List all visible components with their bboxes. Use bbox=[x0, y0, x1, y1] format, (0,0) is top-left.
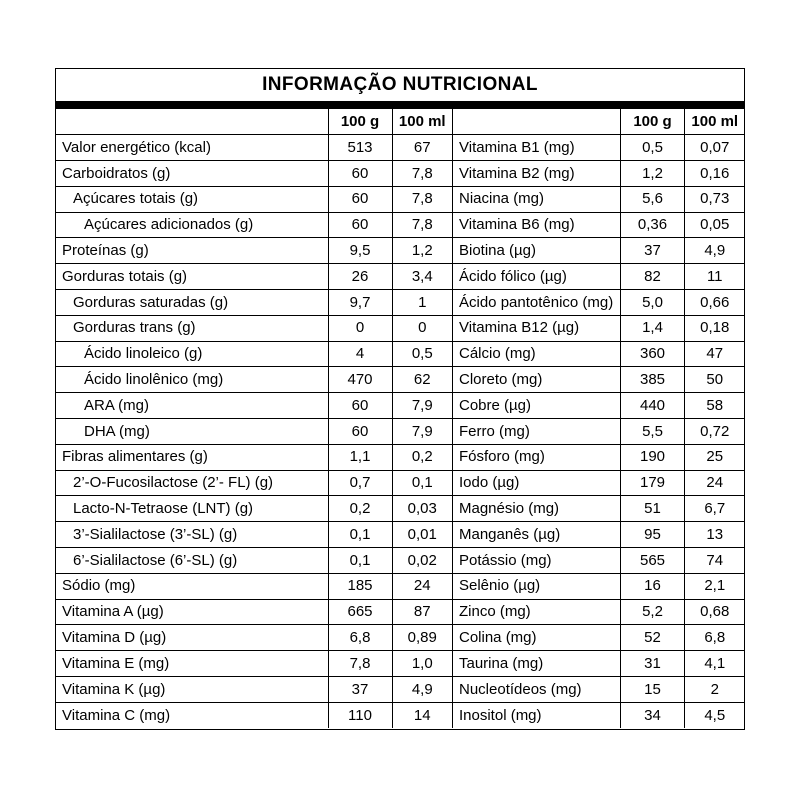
nutrient-label: 6’-Sialilactose (6’-SL) (g) bbox=[56, 548, 328, 574]
value-100ml: 25 bbox=[685, 444, 745, 470]
tables-container bbox=[56, 109, 744, 728]
value-100ml: 0,05 bbox=[685, 212, 745, 238]
nutrient-label: Proteínas (g) bbox=[56, 238, 328, 264]
value-100ml: 87 bbox=[392, 599, 452, 625]
nutrient-label: Açúcares adicionados (g) bbox=[56, 212, 328, 238]
table-row bbox=[56, 290, 452, 316]
nutrient-label: Vitamina K (µg) bbox=[56, 677, 328, 703]
value-100ml: 0,72 bbox=[685, 419, 745, 445]
column-header-100g: 100 g bbox=[621, 109, 685, 135]
table-row bbox=[453, 367, 745, 393]
value-100g: 0,7 bbox=[328, 470, 392, 496]
nutrient-label: Magnésio (mg) bbox=[453, 496, 621, 522]
nutrient-label: Vitamina E (mg) bbox=[56, 651, 328, 677]
value-100ml: 0,66 bbox=[685, 290, 745, 316]
table-row bbox=[453, 393, 745, 419]
value-100ml: 14 bbox=[392, 702, 452, 728]
nutrient-label: Vitamina A (µg) bbox=[56, 599, 328, 625]
value-100g: 5,0 bbox=[621, 290, 685, 316]
table-row bbox=[453, 290, 745, 316]
table-row bbox=[453, 677, 745, 703]
value-100ml: 0,02 bbox=[392, 548, 452, 574]
nutrient-label: Ácido linolênico (mg) bbox=[56, 367, 328, 393]
nutrient-label: 2’-O-Fucosilactose (2’- FL) (g) bbox=[56, 470, 328, 496]
table-row bbox=[56, 702, 452, 728]
value-100ml: 0,07 bbox=[685, 135, 745, 161]
value-100g: 1,4 bbox=[621, 315, 685, 341]
value-100ml: 11 bbox=[685, 264, 745, 290]
value-100ml: 24 bbox=[392, 573, 452, 599]
value-100ml: 1 bbox=[392, 290, 452, 316]
value-100g: 470 bbox=[328, 367, 392, 393]
table-row bbox=[56, 522, 452, 548]
column-header-100ml: 100 ml bbox=[685, 109, 745, 135]
value-100g: 0,5 bbox=[621, 135, 685, 161]
table-row bbox=[56, 186, 452, 212]
value-100ml: 7,8 bbox=[392, 212, 452, 238]
value-100g: 440 bbox=[621, 393, 685, 419]
table-row bbox=[56, 135, 452, 161]
nutrition-facts-panel bbox=[55, 68, 745, 730]
value-100g: 0,2 bbox=[328, 496, 392, 522]
table-row bbox=[56, 264, 452, 290]
value-100g: 26 bbox=[328, 264, 392, 290]
header-row bbox=[453, 109, 745, 135]
table-row bbox=[453, 573, 745, 599]
nutrient-label: Sódio (mg) bbox=[56, 573, 328, 599]
value-100g: 37 bbox=[328, 677, 392, 703]
value-100ml: 0,5 bbox=[392, 341, 452, 367]
table-row bbox=[453, 264, 745, 290]
table-row bbox=[56, 548, 452, 574]
value-100ml: 6,7 bbox=[685, 496, 745, 522]
value-100ml: 0,01 bbox=[392, 522, 452, 548]
nutrient-label: Inositol (mg) bbox=[453, 702, 621, 728]
nutrient-label: Cobre (µg) bbox=[453, 393, 621, 419]
value-100ml: 0,89 bbox=[392, 625, 452, 651]
nutrient-label: Vitamina B1 (mg) bbox=[453, 135, 621, 161]
page-title: INFORMAÇÃO NUTRICIONAL bbox=[262, 74, 538, 95]
nutrient-label: Gorduras saturadas (g) bbox=[56, 290, 328, 316]
nutrient-label: Valor energético (kcal) bbox=[56, 135, 328, 161]
value-100ml: 0 bbox=[392, 315, 452, 341]
table-row bbox=[56, 470, 452, 496]
value-100g: 0,1 bbox=[328, 522, 392, 548]
table-row bbox=[56, 341, 452, 367]
table-row bbox=[453, 548, 745, 574]
table-row bbox=[56, 212, 452, 238]
value-100g: 60 bbox=[328, 161, 392, 187]
value-100ml: 0,1 bbox=[392, 470, 452, 496]
value-100g: 60 bbox=[328, 212, 392, 238]
value-100ml: 4,9 bbox=[685, 238, 745, 264]
value-100g: 5,6 bbox=[621, 186, 685, 212]
value-100ml: 6,8 bbox=[685, 625, 745, 651]
column-header-100ml: 100 ml bbox=[392, 109, 452, 135]
value-100ml: 4,5 bbox=[685, 702, 745, 728]
table-row bbox=[56, 238, 452, 264]
header-empty-cell bbox=[453, 109, 621, 135]
value-100ml: 74 bbox=[685, 548, 745, 574]
nutrition-table-right bbox=[452, 109, 745, 728]
table-row bbox=[453, 238, 745, 264]
value-100g: 5,5 bbox=[621, 419, 685, 445]
nutrient-label: Vitamina B6 (mg) bbox=[453, 212, 621, 238]
value-100g: 110 bbox=[328, 702, 392, 728]
nutrient-label: Manganês (µg) bbox=[453, 522, 621, 548]
table-row bbox=[56, 677, 452, 703]
value-100ml: 67 bbox=[392, 135, 452, 161]
value-100g: 95 bbox=[621, 522, 685, 548]
value-100g: 51 bbox=[621, 496, 685, 522]
table-row bbox=[453, 496, 745, 522]
value-100g: 52 bbox=[621, 625, 685, 651]
nutrient-label: Ácido pantotênico (mg) bbox=[453, 290, 621, 316]
value-100ml: 13 bbox=[685, 522, 745, 548]
column-header-100g: 100 g bbox=[328, 109, 392, 135]
nutrient-label: Potássio (mg) bbox=[453, 548, 621, 574]
value-100g: 37 bbox=[621, 238, 685, 264]
value-100ml: 0,2 bbox=[392, 444, 452, 470]
table-row bbox=[453, 444, 745, 470]
table-row bbox=[56, 496, 452, 522]
value-100ml: 7,9 bbox=[392, 393, 452, 419]
table-row bbox=[453, 702, 745, 728]
value-100g: 665 bbox=[328, 599, 392, 625]
value-100ml: 1,0 bbox=[392, 651, 452, 677]
table-row bbox=[453, 135, 745, 161]
nutrient-label: Carboidratos (g) bbox=[56, 161, 328, 187]
value-100g: 31 bbox=[621, 651, 685, 677]
value-100g: 565 bbox=[621, 548, 685, 574]
value-100g: 513 bbox=[328, 135, 392, 161]
nutrient-label: ARA (mg) bbox=[56, 393, 328, 419]
nutrient-label: Gorduras trans (g) bbox=[56, 315, 328, 341]
value-100ml: 0,03 bbox=[392, 496, 452, 522]
table-row bbox=[56, 444, 452, 470]
nutrient-label: Biotina (µg) bbox=[453, 238, 621, 264]
value-100g: 9,5 bbox=[328, 238, 392, 264]
value-100g: 185 bbox=[328, 573, 392, 599]
nutrient-label: Lacto-N-Tetraose (LNT) (g) bbox=[56, 496, 328, 522]
nutrient-label: Açúcares totais (g) bbox=[56, 186, 328, 212]
nutrient-label: Vitamina B2 (mg) bbox=[453, 161, 621, 187]
table-row bbox=[453, 470, 745, 496]
value-100g: 0,1 bbox=[328, 548, 392, 574]
table-row bbox=[56, 393, 452, 419]
header-row bbox=[56, 109, 452, 135]
value-100ml: 47 bbox=[685, 341, 745, 367]
value-100ml: 7,8 bbox=[392, 186, 452, 212]
nutrient-label: Vitamina D (µg) bbox=[56, 625, 328, 651]
value-100ml: 4,9 bbox=[392, 677, 452, 703]
value-100ml: 0,73 bbox=[685, 186, 745, 212]
value-100ml: 0,18 bbox=[685, 315, 745, 341]
value-100g: 34 bbox=[621, 702, 685, 728]
value-100ml: 7,9 bbox=[392, 419, 452, 445]
nutrient-label: Zinco (mg) bbox=[453, 599, 621, 625]
value-100g: 0 bbox=[328, 315, 392, 341]
nutrient-label: Ferro (mg) bbox=[453, 419, 621, 445]
table-row bbox=[453, 599, 745, 625]
header-empty-cell bbox=[56, 109, 328, 135]
value-100g: 0,36 bbox=[621, 212, 685, 238]
value-100ml: 2 bbox=[685, 677, 745, 703]
value-100ml: 1,2 bbox=[392, 238, 452, 264]
table-row bbox=[453, 341, 745, 367]
table-row bbox=[453, 315, 745, 341]
value-100ml: 58 bbox=[685, 393, 745, 419]
divider-bar bbox=[56, 101, 744, 109]
nutrient-label: Iodo (µg) bbox=[453, 470, 621, 496]
value-100ml: 50 bbox=[685, 367, 745, 393]
nutrient-label: 3’-Sialilactose (3’-SL) (g) bbox=[56, 522, 328, 548]
value-100ml: 0,68 bbox=[685, 599, 745, 625]
table-row bbox=[56, 625, 452, 651]
nutrient-label: Cloreto (mg) bbox=[453, 367, 621, 393]
table-row bbox=[56, 573, 452, 599]
nutrient-label: Fósforo (mg) bbox=[453, 444, 621, 470]
nutrient-label: Nucleotídeos (mg) bbox=[453, 677, 621, 703]
nutrient-label: Taurina (mg) bbox=[453, 651, 621, 677]
table-row bbox=[453, 161, 745, 187]
table-row bbox=[56, 419, 452, 445]
table-row bbox=[56, 315, 452, 341]
value-100g: 360 bbox=[621, 341, 685, 367]
nutrient-label: Vitamina B12 (µg) bbox=[453, 315, 621, 341]
value-100g: 5,2 bbox=[621, 599, 685, 625]
value-100g: 7,8 bbox=[328, 651, 392, 677]
table-row bbox=[453, 212, 745, 238]
table-row bbox=[56, 367, 452, 393]
value-100g: 4 bbox=[328, 341, 392, 367]
value-100ml: 62 bbox=[392, 367, 452, 393]
nutrient-label: Selênio (µg) bbox=[453, 573, 621, 599]
table-row bbox=[56, 651, 452, 677]
value-100g: 385 bbox=[621, 367, 685, 393]
nutrient-label: Colina (mg) bbox=[453, 625, 621, 651]
value-100g: 6,8 bbox=[328, 625, 392, 651]
nutrient-label: Gorduras totais (g) bbox=[56, 264, 328, 290]
value-100g: 60 bbox=[328, 186, 392, 212]
table-row bbox=[56, 161, 452, 187]
value-100g: 16 bbox=[621, 573, 685, 599]
value-100g: 15 bbox=[621, 677, 685, 703]
value-100ml: 3,4 bbox=[392, 264, 452, 290]
table-row bbox=[56, 599, 452, 625]
value-100g: 179 bbox=[621, 470, 685, 496]
nutrient-label: Cálcio (mg) bbox=[453, 341, 621, 367]
value-100ml: 7,8 bbox=[392, 161, 452, 187]
value-100ml: 2,1 bbox=[685, 573, 745, 599]
value-100ml: 24 bbox=[685, 470, 745, 496]
table-row bbox=[453, 625, 745, 651]
table-row bbox=[453, 522, 745, 548]
nutrient-label: DHA (mg) bbox=[56, 419, 328, 445]
nutrition-table-left bbox=[56, 109, 452, 728]
table-row bbox=[453, 419, 745, 445]
value-100ml: 0,16 bbox=[685, 161, 745, 187]
nutrient-label: Niacina (mg) bbox=[453, 186, 621, 212]
nutrient-label: Ácido fólico (µg) bbox=[453, 264, 621, 290]
value-100ml: 4,1 bbox=[685, 651, 745, 677]
table-row bbox=[453, 651, 745, 677]
nutrient-label: Fibras alimentares (g) bbox=[56, 444, 328, 470]
value-100g: 1,1 bbox=[328, 444, 392, 470]
table-row bbox=[453, 186, 745, 212]
nutrient-label: Ácido linoleico (g) bbox=[56, 341, 328, 367]
value-100g: 1,2 bbox=[621, 161, 685, 187]
value-100g: 190 bbox=[621, 444, 685, 470]
value-100g: 9,7 bbox=[328, 290, 392, 316]
value-100g: 60 bbox=[328, 419, 392, 445]
value-100g: 82 bbox=[621, 264, 685, 290]
value-100g: 60 bbox=[328, 393, 392, 419]
nutrient-label: Vitamina C (mg) bbox=[56, 702, 328, 728]
